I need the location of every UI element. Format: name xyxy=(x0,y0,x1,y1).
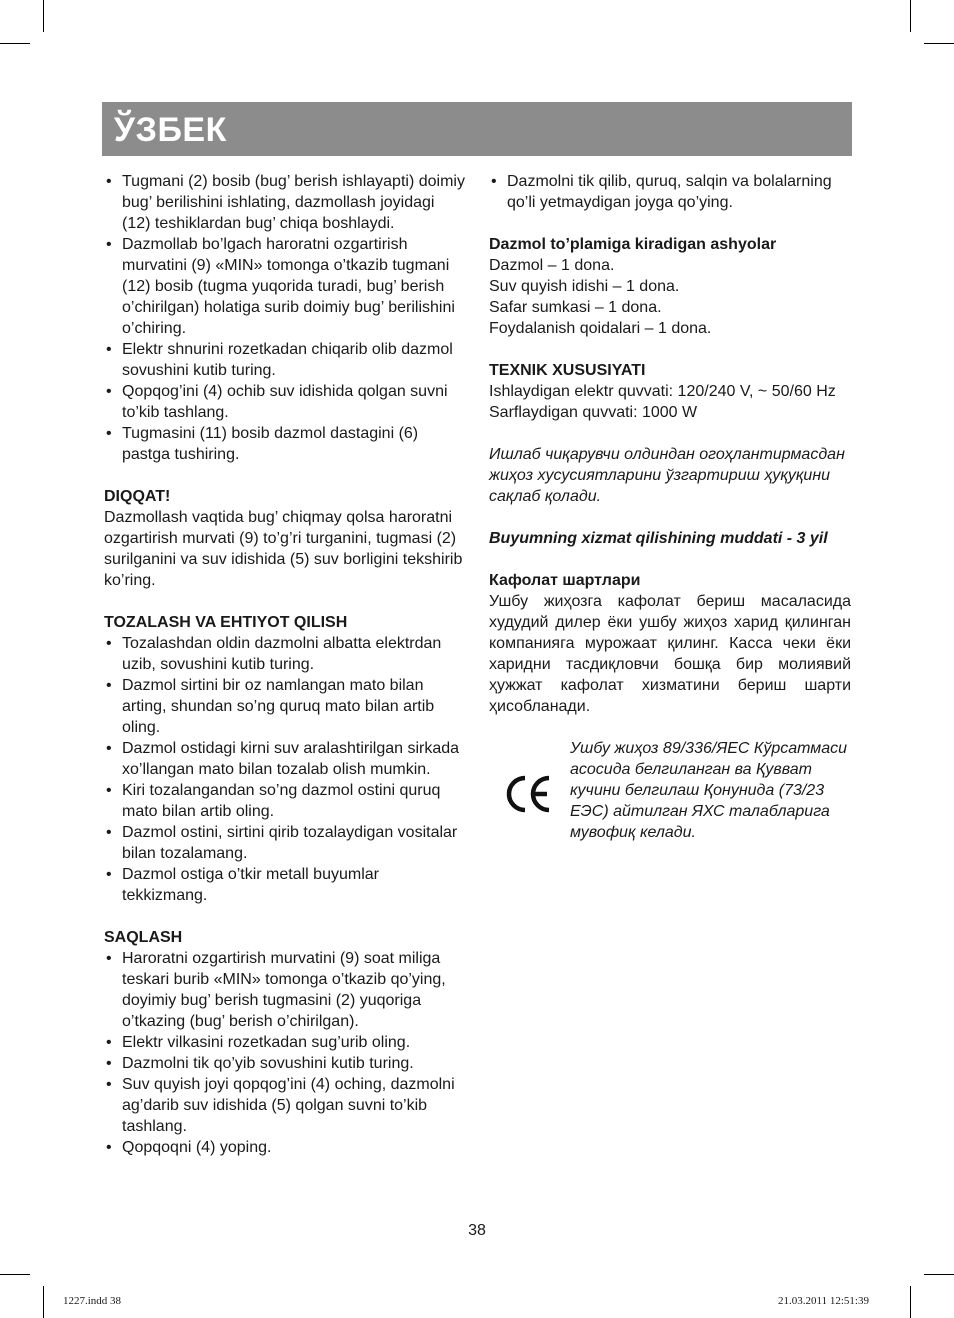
storage-list-continued xyxy=(489,171,851,213)
list-item: • Qopqog’ini (4) ochib suv idishida qolgan suvni to’kib tashlang. xyxy=(104,381,466,423)
service-life: Buyumning xizmat qilishining muddati - 3 yil xyxy=(489,530,828,547)
list-item: • Kiri tozalangandan so’ng dazmol ostini quruq mato bilan artib oling. xyxy=(104,780,466,822)
section-header-bar xyxy=(102,102,852,156)
specs-heading: TEXNIK XUSUSIYATI xyxy=(489,362,646,379)
contents-line: Dazmol – 1 dona. xyxy=(489,257,615,274)
storage-heading: SAQLASH xyxy=(104,929,183,946)
list-item: • Dazmol ostidagi kirni suv aralashtirilgan sirkada xo’llangan mato bilan tozalab olish mumkin. xyxy=(104,738,466,780)
list-item: • Elektr shnurini rozetkadan chiqarib olib dazmol sovushini kutib turing. xyxy=(104,339,466,381)
slug-date: 21.03.2011 12:51:39 xyxy=(778,1295,869,1307)
list-item: • Dazmol ostiga o’tkir metall buyumlar tekkizmang. xyxy=(104,864,466,906)
warranty-text: Ушбу жиҳозга кафолат бериш масаласида худудий дилер ёки ушбу жиҳоз харид қилинган компанияга мурожаат қилинг. Касса чеки ёки харидни тасдиқловчи бошқа бир молиявий ҳужжат кафолат хизматини бериш шарти ҳисобланади. xyxy=(489,593,851,715)
usage-steps-list xyxy=(104,171,466,465)
crop-mark xyxy=(43,1286,44,1318)
crop-mark xyxy=(43,0,44,32)
list-item: • Elektr vilkasini rozetkadan sug’urib oling. xyxy=(104,1032,466,1053)
list-item: • Qopqoqni (4) yoping. xyxy=(104,1137,466,1158)
contents-line: Foydalanish qoidalari – 1 dona. xyxy=(489,320,712,337)
crop-mark xyxy=(0,1274,30,1275)
specs-line: Ishlaydigan elektr quvvati: 120/240 V, ~ 50/60 Hz xyxy=(489,383,836,400)
storage-list xyxy=(104,948,466,1158)
left-column xyxy=(104,171,466,1158)
crop-mark xyxy=(910,1286,911,1318)
list-item: • Suv quyish joyi qopqog’ini (4) oching, dazmolni ag’darib suv idishida (5) qolgan suvni to’kib tashlang. xyxy=(104,1074,466,1137)
crop-mark xyxy=(0,43,30,44)
cleaning-list xyxy=(104,633,466,906)
manufacturer-note: Ишлаб чиқарувчи олдиндан огоҳлантирмасдан жиҳоз хусусиятларини ўзгартириш ҳуқуқини сақлаб қолади. xyxy=(489,446,845,505)
list-item: • Tozalashdan oldin dazmolni albatta elektrdan uzib, sovushini kutib turing. xyxy=(104,633,466,675)
list-item: • Haroratni ozgartirish murvatini (9) soat miliga teskari burib «MIN» tomonga o’tkazib qo’ying, doyimiy bug’ berish tugmasini (2) yuqoriga o’tkazing (bug’ berish o’chirilgan). xyxy=(104,948,466,1032)
crop-mark xyxy=(924,1274,954,1275)
crop-mark xyxy=(924,43,954,44)
crop-mark xyxy=(910,0,911,32)
section-title: ЎЗБЕК xyxy=(114,111,227,149)
attention-heading: DIQQAT! xyxy=(104,488,171,505)
contents-line: Suv quyish idishi – 1 dona. xyxy=(489,278,680,295)
contents-heading: Dazmol to’plamiga kiradigan ashyolar xyxy=(489,236,777,253)
list-item: • Dazmolni tik qilib, quruq, salqin va bolalarning qo’li yetmaydigan joyga qo’ying. xyxy=(489,171,851,213)
list-item: • Dazmol sirtini bir oz namlangan mato bilan arting, shundan so’ng quruq mato bilan artib oling. xyxy=(104,675,466,738)
warranty-heading: Кафолат шартлари xyxy=(489,572,641,589)
ce-mark-icon xyxy=(505,774,555,814)
slug-file: 1227.indd 38 xyxy=(63,1295,122,1307)
attention-text: Dazmollash vaqtida bug’ chiqmay qolsa haroratni ozgartirish murvati (9) to’g’ri turganini, tugmasi (2) surilganini va suv idishida (5) suv borligini tekshirib ko’ring. xyxy=(104,509,463,589)
list-item: • Dazmolni tik qo’yib sovushini kutib turing. xyxy=(104,1053,466,1074)
ce-compliance-block xyxy=(489,738,851,864)
contents-line: Safar sumkasi – 1 dona. xyxy=(489,299,662,316)
page-number: 38 xyxy=(468,1222,486,1239)
list-item: • Dazmol ostini, sirtini qirib tozalaydigan vositalar bilan tozalamang. xyxy=(104,822,466,864)
cleaning-heading: TOZALASH VA EHTIYOT QILISH xyxy=(104,614,348,631)
right-column xyxy=(489,171,851,864)
specs-line: Sarflaydigan quvvati: 1000 W xyxy=(489,404,698,421)
list-item: • Tugmasini (11) bosib dazmol dastagini (6) pastga tushiring. xyxy=(104,423,466,465)
list-item: • Dazmollab bo’lgach haroratni ozgartirish murvatini (9) «MIN» tomonga o’tkazib tugmani (12) bosib (tugma yuqorida turadi, bug’ berish o’chirilgan) holatiga surib doimiy bug’ berilishini o’chiring. xyxy=(104,234,466,339)
ce-text: Ушбу жиҳоз 89/336/ЯЕС Кўрсатмаси асосида белгиланган ва Қувват кучини белгилаш Қонунида (73/23 ЕЭС) айтилган ЯХС талабларига мувофиқ келади. xyxy=(570,740,848,841)
list-item: • Tugmani (2) bosib (bug’ berish ishlayapti) doimiy bug’ berilishini ishlating, dazmollash joyidagi (12) teshiklardan bug’ chiqa boshlaydi. xyxy=(104,171,466,234)
